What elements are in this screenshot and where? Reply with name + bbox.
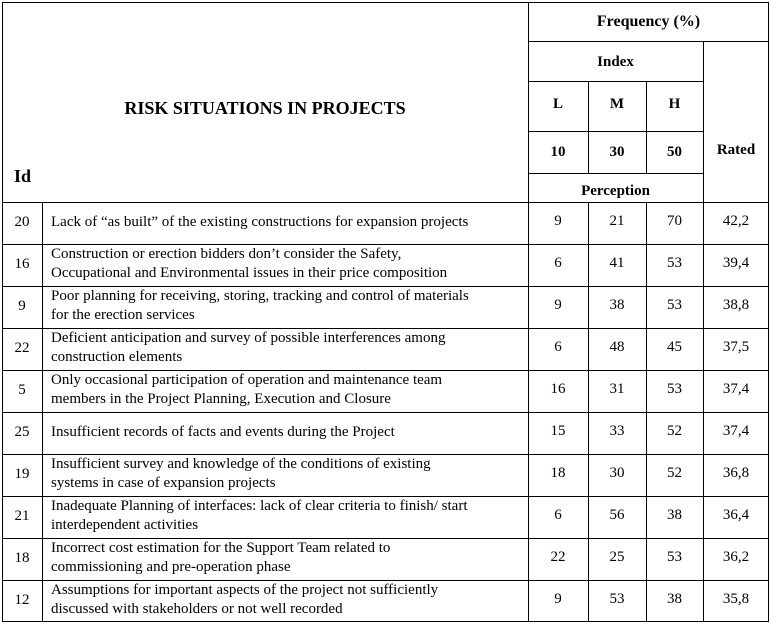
row-value-rated: 36,8: [722, 465, 750, 481]
table-row: [2, 244, 769, 286]
row-value-m: 30: [609, 465, 625, 481]
row-value-rated: 37,4: [722, 381, 750, 397]
risk-description-line: Insufficient records of facts and events during the Project: [51, 424, 395, 440]
row-value-h: 70: [667, 213, 682, 229]
level-h-header: H: [668, 96, 681, 112]
row-value-l: 9: [554, 591, 562, 607]
row-value-m: 33: [609, 423, 625, 439]
row-value-rated: 36,4: [722, 507, 750, 523]
divider-weight-bottom: [528, 173, 703, 174]
row-value-h: 52: [667, 465, 682, 481]
row-value-m: 25: [609, 549, 625, 565]
row-value-m: 48: [609, 339, 625, 355]
row-value-m: 41: [609, 255, 625, 271]
risk-table: [2, 2, 769, 622]
index-header: Index: [597, 54, 634, 70]
row-id: 16: [14, 256, 30, 272]
row-value-l: 18: [550, 465, 566, 481]
row-value-rated: 42,2: [722, 213, 750, 229]
risk-description-line: for the erection services: [51, 307, 195, 323]
row-value-l: 6: [554, 255, 562, 271]
table-row: [2, 202, 769, 244]
weight-h: 50: [667, 144, 682, 160]
row-value-m: 56: [609, 507, 625, 523]
row-id: 25: [14, 424, 30, 440]
perception-label: Perception: [581, 183, 650, 199]
risk-description-line: Poor planning for receiving, storing, tracking and control of materials: [51, 288, 469, 304]
row-value-m: 21: [609, 213, 625, 229]
frequency-header: Frequency (%): [596, 13, 701, 30]
row-value-rated: 35,8: [722, 591, 750, 607]
row-value-rated: 37,4: [722, 423, 750, 439]
level-l-header: L: [552, 96, 563, 112]
risk-description-line: Only occasional participation of operation and maintenance team: [51, 372, 443, 388]
row-value-h: 53: [667, 381, 682, 397]
row-id: 21: [14, 508, 30, 524]
table-row: [2, 454, 769, 496]
risk-description-line: Construction or erection bidders don’t consider the Safety,: [51, 246, 402, 262]
table-row: [2, 538, 769, 580]
row-id: 20: [14, 214, 30, 230]
row-value-m: 53: [609, 591, 625, 607]
row-value-h: 53: [667, 297, 682, 313]
row-value-h: 38: [667, 507, 682, 523]
risk-description-line: Insufficient survey and knowledge of the conditions of existing: [51, 456, 431, 472]
risk-description-line: Incorrect cost estimation for the Support Team related to: [51, 540, 391, 556]
risk-description-line: Inadequate Planning of interfaces: lack of clear criteria to finish/ start: [51, 498, 468, 514]
risk-description-line: Occupational and Environmental issues in their price composition: [51, 265, 448, 281]
divider-letter-bottom: [528, 131, 703, 132]
risk-description-line: Deficient anticipation and survey of possible interferences among: [51, 330, 446, 346]
row-value-l: 6: [554, 339, 562, 355]
weight-l: 10: [550, 144, 566, 160]
row-value-h: 53: [667, 255, 682, 271]
row-value-h: 38: [667, 591, 682, 607]
row-value-l: 9: [554, 213, 562, 229]
level-m-header: M: [609, 96, 625, 112]
row-id: 9: [18, 298, 26, 314]
risk-description-line: commissioning and pre-operation phase: [51, 559, 291, 575]
row-id: 18: [14, 550, 30, 566]
row-id: 22: [14, 340, 30, 356]
risk-description-line: Lack of “as built” of the existing constructions for expansion projects: [51, 214, 469, 230]
row-value-l: 9: [554, 297, 562, 313]
row-value-h: 53: [667, 549, 682, 565]
row-value-m: 38: [609, 297, 625, 313]
rated-header: Rated: [716, 142, 756, 158]
divider-index-bottom: [528, 81, 703, 82]
row-value-rated: 39,4: [722, 255, 750, 271]
row-value-l: 6: [554, 507, 562, 523]
row-value-h: 45: [667, 339, 682, 355]
table-title: RISK SITUATIONS IN PROJECTS: [124, 98, 406, 118]
risk-description-line: construction elements: [51, 349, 183, 365]
row-value-l: 15: [550, 423, 566, 439]
risk-description-line: systems in case of expansion projects: [51, 475, 276, 491]
table-row: [2, 370, 769, 412]
table-row: [2, 286, 769, 328]
row-id: 5: [18, 382, 26, 398]
row-value-rated: 38,8: [722, 297, 750, 313]
table-row: [2, 580, 769, 622]
row-value-rated: 37,5: [722, 339, 750, 355]
risk-description-line: interdependent activities: [51, 517, 199, 533]
table-row: [2, 328, 769, 370]
weight-m: 30: [609, 144, 625, 160]
row-value-l: 22: [550, 549, 566, 565]
risk-description-line: members in the Project Planning, Execution and Closure: [51, 391, 391, 407]
row-value-rated: 36,2: [722, 549, 750, 565]
row-value-l: 16: [550, 381, 566, 397]
table-row: [2, 496, 769, 538]
row-value-m: 31: [609, 381, 625, 397]
risk-description-line: Assumptions for important aspects of the project not sufficiently: [51, 582, 439, 598]
risk-description-line: discussed with stakeholders or not well recorded: [51, 601, 343, 617]
id-header: Id: [14, 166, 32, 186]
row-divider: [2, 412, 769, 413]
row-id: 19: [14, 466, 30, 482]
row-id: 12: [14, 592, 30, 608]
divider-frequency-bottom: [528, 41, 769, 42]
table-row: [2, 412, 769, 454]
row-value-h: 52: [667, 423, 682, 439]
